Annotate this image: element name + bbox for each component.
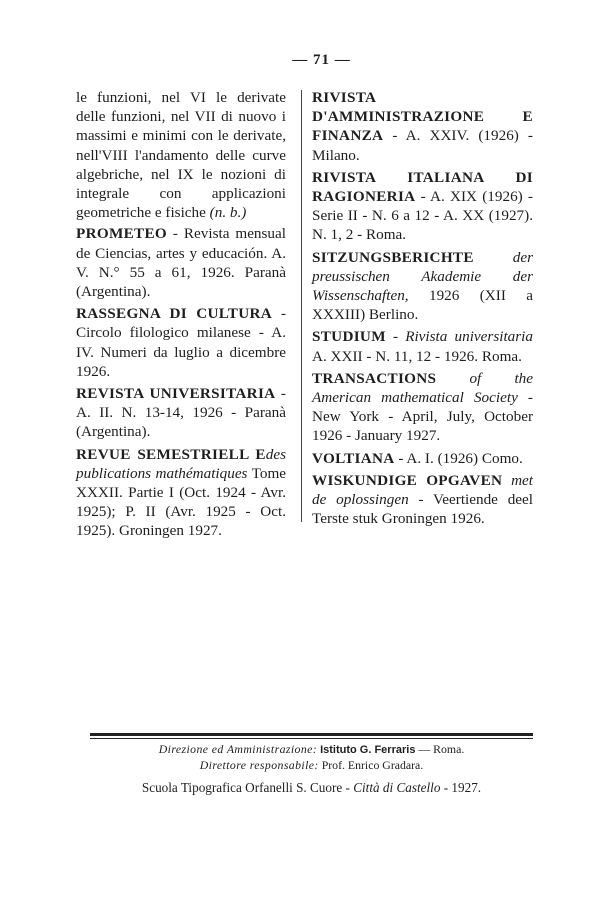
journal-entry	[76, 384, 286, 442]
admin-label: Direzione ed Amministrazione:	[158, 742, 318, 756]
journal-entry	[312, 327, 533, 365]
journal-title: RIVISTA D'AMMINISTRAZIONE E FINANZA	[312, 89, 533, 145]
journal-title: PROMETEO	[76, 225, 167, 243]
journal-entry	[312, 88, 533, 165]
journal-title: VOLTIANA	[312, 449, 395, 467]
footer-rule-thin	[90, 738, 533, 739]
footer-printer	[90, 781, 533, 795]
director-value: Prof. Enrico Gradara.	[321, 758, 424, 772]
journal-subtitle: - Rivista universitaria	[385, 328, 533, 346]
printer-name: Scuola Tipografica Orfanelli S. Cuore -	[141, 780, 350, 795]
journal-subtitle: met de oplossingen	[312, 471, 533, 509]
journal-entry	[76, 304, 286, 381]
page-number: — 71 —	[292, 52, 351, 68]
admin-city: — Roma.	[418, 742, 465, 756]
journal-entry	[312, 471, 533, 529]
intro-paragraph	[76, 88, 286, 222]
journal-title: WISKUNDIGE OPGAVEN	[312, 471, 503, 489]
journal-details: - Veertiende deel Terste stuk Groningen 1926.	[312, 491, 533, 528]
journal-details: - Circolo filologico milanese - A. IV. Numeri da luglio a dicembre 1926.	[76, 305, 287, 380]
journal-subtitle: der preussischen Akademie der Wissenschaften,	[312, 248, 533, 305]
journal-entry	[312, 248, 533, 325]
journal-subtitle: of the American mathematical Society	[312, 369, 533, 407]
intro-text: le funzioni, nel VI le derivate delle funzioni, nel VII di nuovo i massimi e minimi con le derivate, nell'VIII l'andamento delle curve algebriche, nel IX le nozioni di integrale con applicazioni geometriche e fisiche	[76, 89, 286, 222]
admin-value: Istituto G. Ferraris	[320, 744, 416, 756]
journal-title: STUDIUM	[312, 328, 386, 346]
intro-note: (n. b.)	[209, 204, 247, 222]
printer-year: - 1927.	[443, 780, 482, 795]
journal-details: - A. XIX (1926) - Serie II - N. 6 a 12 - A. XX (1927). N. 1, 2 - Roma.	[312, 188, 533, 244]
journal-title: RIVISTA ITALIANA DI RAGIONERIA	[312, 168, 533, 206]
journal-entry	[76, 224, 286, 301]
journal-details: - A. I. (1926) Como.	[394, 449, 523, 467]
journal-details: Tome XXXII. Partie I (Oct. 1924 - Avr. 1925); P. II (Avr. 1925 - Oct. 1925). Groningen 1927.	[76, 464, 286, 540]
journal-details: - Revista mensual de Ciencias, artes y educación. A. V. N.° 55 a 61, 1926. Paranà (Argentina).	[76, 225, 286, 301]
journal-details: 1926 (XII a XXXIII) Berlino.	[312, 287, 533, 324]
journal-details: - A. XXIV. (1926) - Milano.	[312, 127, 533, 164]
footer-director	[90, 758, 533, 772]
journal-entry	[76, 445, 286, 541]
left-column	[76, 88, 286, 544]
journal-title: REVISTA UNIVERSITARIA	[76, 385, 276, 403]
journal-entry	[312, 168, 533, 245]
journal-title: TRANSACTIONS	[312, 369, 437, 387]
column-divider	[301, 90, 302, 522]
footer-administration	[90, 742, 533, 757]
journal-subtitle: des publications mathématiques	[76, 445, 286, 482]
journal-title: SITZUNGSBERICHTE	[312, 248, 474, 266]
journal-details: A. XXII - N. 11, 12 - 1926. Roma.	[312, 347, 522, 365]
right-column	[312, 88, 533, 531]
footer-rule-thick	[90, 733, 533, 736]
journal-title: REVUE SEMESTRIELL E	[76, 445, 266, 463]
journal-details: - A. II. N. 13-14, 1926 - Paranà (Argentina).	[76, 385, 286, 441]
journal-details: - New York - April, July, October 1926 - January 1927.	[312, 389, 533, 445]
director-label: Direttore responsabile:	[199, 758, 319, 772]
journal-entry	[312, 449, 533, 468]
journal-title: RASSEGNA DI CULTURA	[76, 305, 273, 323]
journal-entry	[312, 369, 533, 446]
printer-city: Città di Castello	[353, 780, 441, 795]
